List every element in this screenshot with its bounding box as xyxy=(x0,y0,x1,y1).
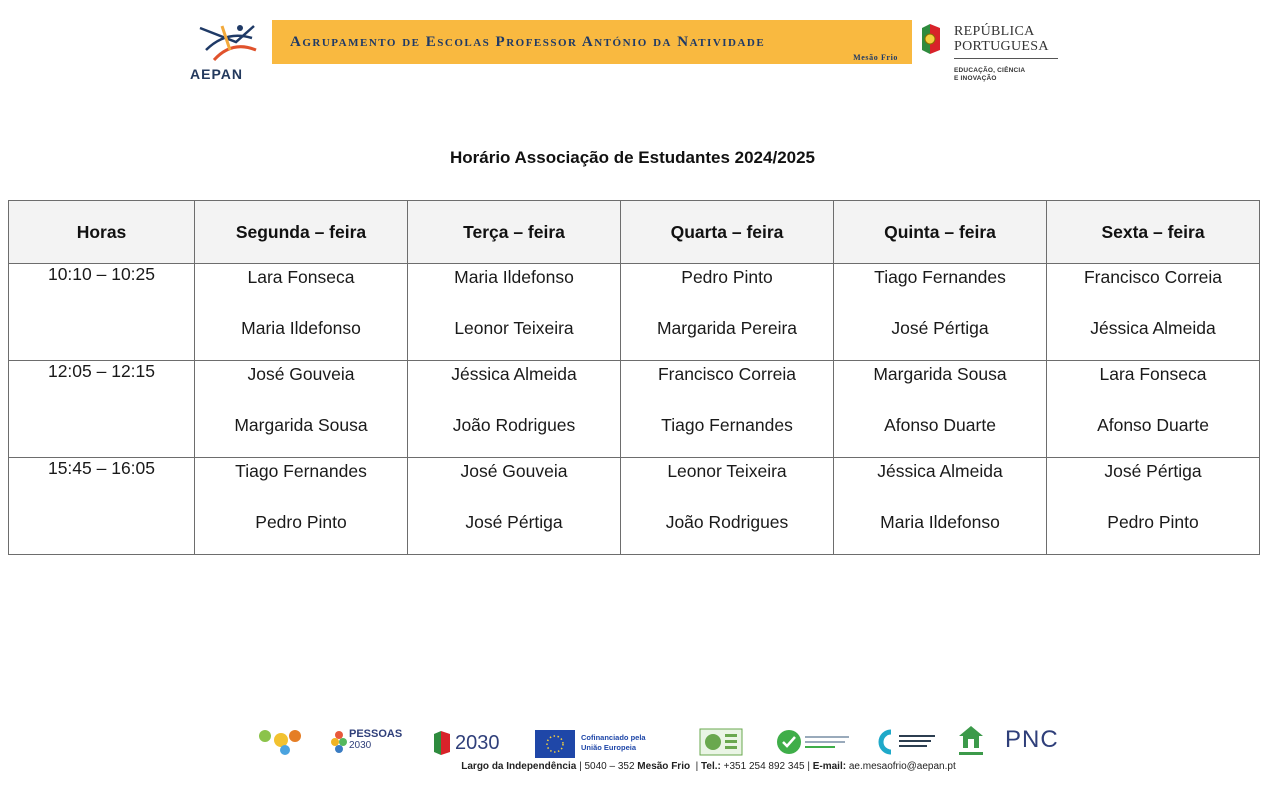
schedule-table xyxy=(8,200,1260,555)
student-name: Pedro Pinto xyxy=(255,512,347,532)
student-name: Jéssica Almeida xyxy=(451,364,577,384)
student-name: Maria Ildefonso xyxy=(454,267,574,287)
header-row xyxy=(9,201,1260,264)
table-row xyxy=(9,264,1260,361)
student-name: Leonor Teixeira xyxy=(667,461,787,481)
student-name: Jéssica Almeida xyxy=(877,461,1003,481)
header-segunda: Segunda – feira xyxy=(195,201,408,264)
schedule-cell xyxy=(195,458,408,555)
ministry-line-2: E INOVAÇÃO xyxy=(954,75,997,82)
ministry-line-1: EDUCAÇÃO, CIÊNCIA xyxy=(954,67,1026,74)
student-name: João Rodrigues xyxy=(665,512,789,532)
student-name: José Pértiga xyxy=(1104,461,1202,481)
pessoas-year: 2030 xyxy=(349,740,372,751)
eu-line-1: Cofinanciado pela xyxy=(581,733,646,742)
student-name: Jéssica Almeida xyxy=(1090,318,1216,338)
student-name: Afonso Duarte xyxy=(884,415,996,435)
student-name: João Rodrigues xyxy=(452,415,576,435)
portugal-flag-icon xyxy=(433,730,451,756)
table-row xyxy=(9,458,1260,555)
student-name: Lara Fonseca xyxy=(1099,364,1207,384)
footer-phone: +351 254 892 345 xyxy=(723,761,805,772)
student-name: Margarida Sousa xyxy=(234,415,368,435)
clubes-ciencia-viva-icon xyxy=(877,728,939,756)
schedule-cell xyxy=(195,264,408,361)
student-name: Tiago Fernandes xyxy=(661,415,793,435)
schedule-cell xyxy=(195,361,408,458)
student-name: Pedro Pinto xyxy=(681,267,773,287)
school-banner xyxy=(272,20,912,64)
school-location: Mesão Frio xyxy=(853,53,898,62)
selo-escola-icon xyxy=(699,728,743,756)
student-name: Lara Fonseca xyxy=(247,267,355,287)
government-line-1: REPÚBLICA xyxy=(954,24,1035,39)
eu-cofunding-logo xyxy=(535,730,663,758)
portugal-year: 2030 xyxy=(455,732,500,754)
student-name: Francisco Correia xyxy=(1083,267,1223,287)
schedule-cell xyxy=(408,264,621,361)
pessoas-text: PESSOAS xyxy=(349,728,403,740)
student-name: Tiago Fernandes xyxy=(235,461,367,481)
header-horas: Horas xyxy=(9,201,195,264)
student-name: Margarida Pereira xyxy=(656,318,798,338)
footer-phone-label: Tel.: xyxy=(701,761,721,772)
footer-email: ae.mesaofrio@aepan.pt xyxy=(848,761,956,772)
eu-line-2: União Europeia xyxy=(581,743,637,752)
time-cell: 12:05 – 12:15 xyxy=(9,361,195,458)
government-divider xyxy=(954,58,1058,59)
footer-email-label: E-mail: xyxy=(812,761,847,772)
student-name: José Gouveia xyxy=(460,461,568,481)
aepan-logo xyxy=(188,18,268,86)
republica-portuguesa xyxy=(954,24,1049,54)
schedule-cell xyxy=(1047,264,1260,361)
schedule-cell xyxy=(1047,458,1260,555)
student-name: Francisco Correia xyxy=(657,364,797,384)
eu-flag-icon xyxy=(535,730,575,758)
school-name: Agrupamento de Escolas Professor António da Natividade xyxy=(290,34,766,50)
student-name: Tiago Fernandes xyxy=(874,267,1006,287)
ministry-name xyxy=(954,67,1025,83)
student-name: Pedro Pinto xyxy=(1107,512,1199,532)
time-cell: 15:45 – 16:05 xyxy=(9,458,195,555)
eco-escolas-icon xyxy=(955,724,987,758)
footer-postal: 5040 – 352 xyxy=(584,761,635,772)
header-sexta: Sexta – feira xyxy=(1047,201,1260,264)
student-name: Maria Ildefonso xyxy=(241,318,361,338)
header-terca: Terça – feira xyxy=(408,201,621,264)
portugal-2030-logo xyxy=(433,726,513,758)
student-name: Margarida Sousa xyxy=(873,364,1007,384)
student-name: Afonso Duarte xyxy=(1097,415,1209,435)
schedule-cell xyxy=(621,264,834,361)
schedule-cell xyxy=(621,458,834,555)
government-line-2: PORTUGUESA xyxy=(954,39,1049,54)
pnc-logo xyxy=(1005,726,1069,756)
page-title: Horário Associação de Estudantes 2024/2025 xyxy=(449,148,816,167)
time-cell: 10:10 – 10:25 xyxy=(9,264,195,361)
header-quarta: Quarta – feira xyxy=(621,201,834,264)
page-header xyxy=(188,18,1068,90)
schedule-cell xyxy=(834,458,1047,555)
schedule-cell xyxy=(408,458,621,555)
tep-logo-icon xyxy=(255,724,307,758)
schedule-cell xyxy=(834,264,1047,361)
portugal-emblem-icon xyxy=(920,24,942,56)
eqavet-seal-icon xyxy=(775,728,855,756)
schedule-cell xyxy=(834,361,1047,458)
student-name: Maria Ildefonso xyxy=(880,512,1000,532)
student-name: José Pértiga xyxy=(891,318,989,338)
pnc-text: PNC xyxy=(1005,726,1059,753)
pessoas-flower-icon xyxy=(331,730,347,754)
schedule-cell xyxy=(1047,361,1260,458)
student-name: José Pértiga xyxy=(465,512,563,532)
student-name: José Gouveia xyxy=(247,364,355,384)
footer-city: Mesão Frio xyxy=(637,761,691,772)
aepan-emblem-icon xyxy=(196,20,260,64)
pessoas-2030-logo xyxy=(331,728,411,758)
footer-address: Largo da Independência xyxy=(461,761,577,772)
schedule-cell xyxy=(621,361,834,458)
student-name: Leonor Teixeira xyxy=(454,318,574,338)
footer-logos xyxy=(255,724,1075,760)
aepan-logo-text: AEPAN xyxy=(190,66,243,82)
table-row xyxy=(9,361,1260,458)
schedule-cell xyxy=(408,361,621,458)
header-quinta: Quinta – feira xyxy=(834,201,1047,264)
footer-contact: Largo da Independência | 5040 – 352 Mesão Frio | Tel.: +351 254 892 345 | E-mail: ae.mesaofrio@aepan.pt xyxy=(461,761,956,772)
